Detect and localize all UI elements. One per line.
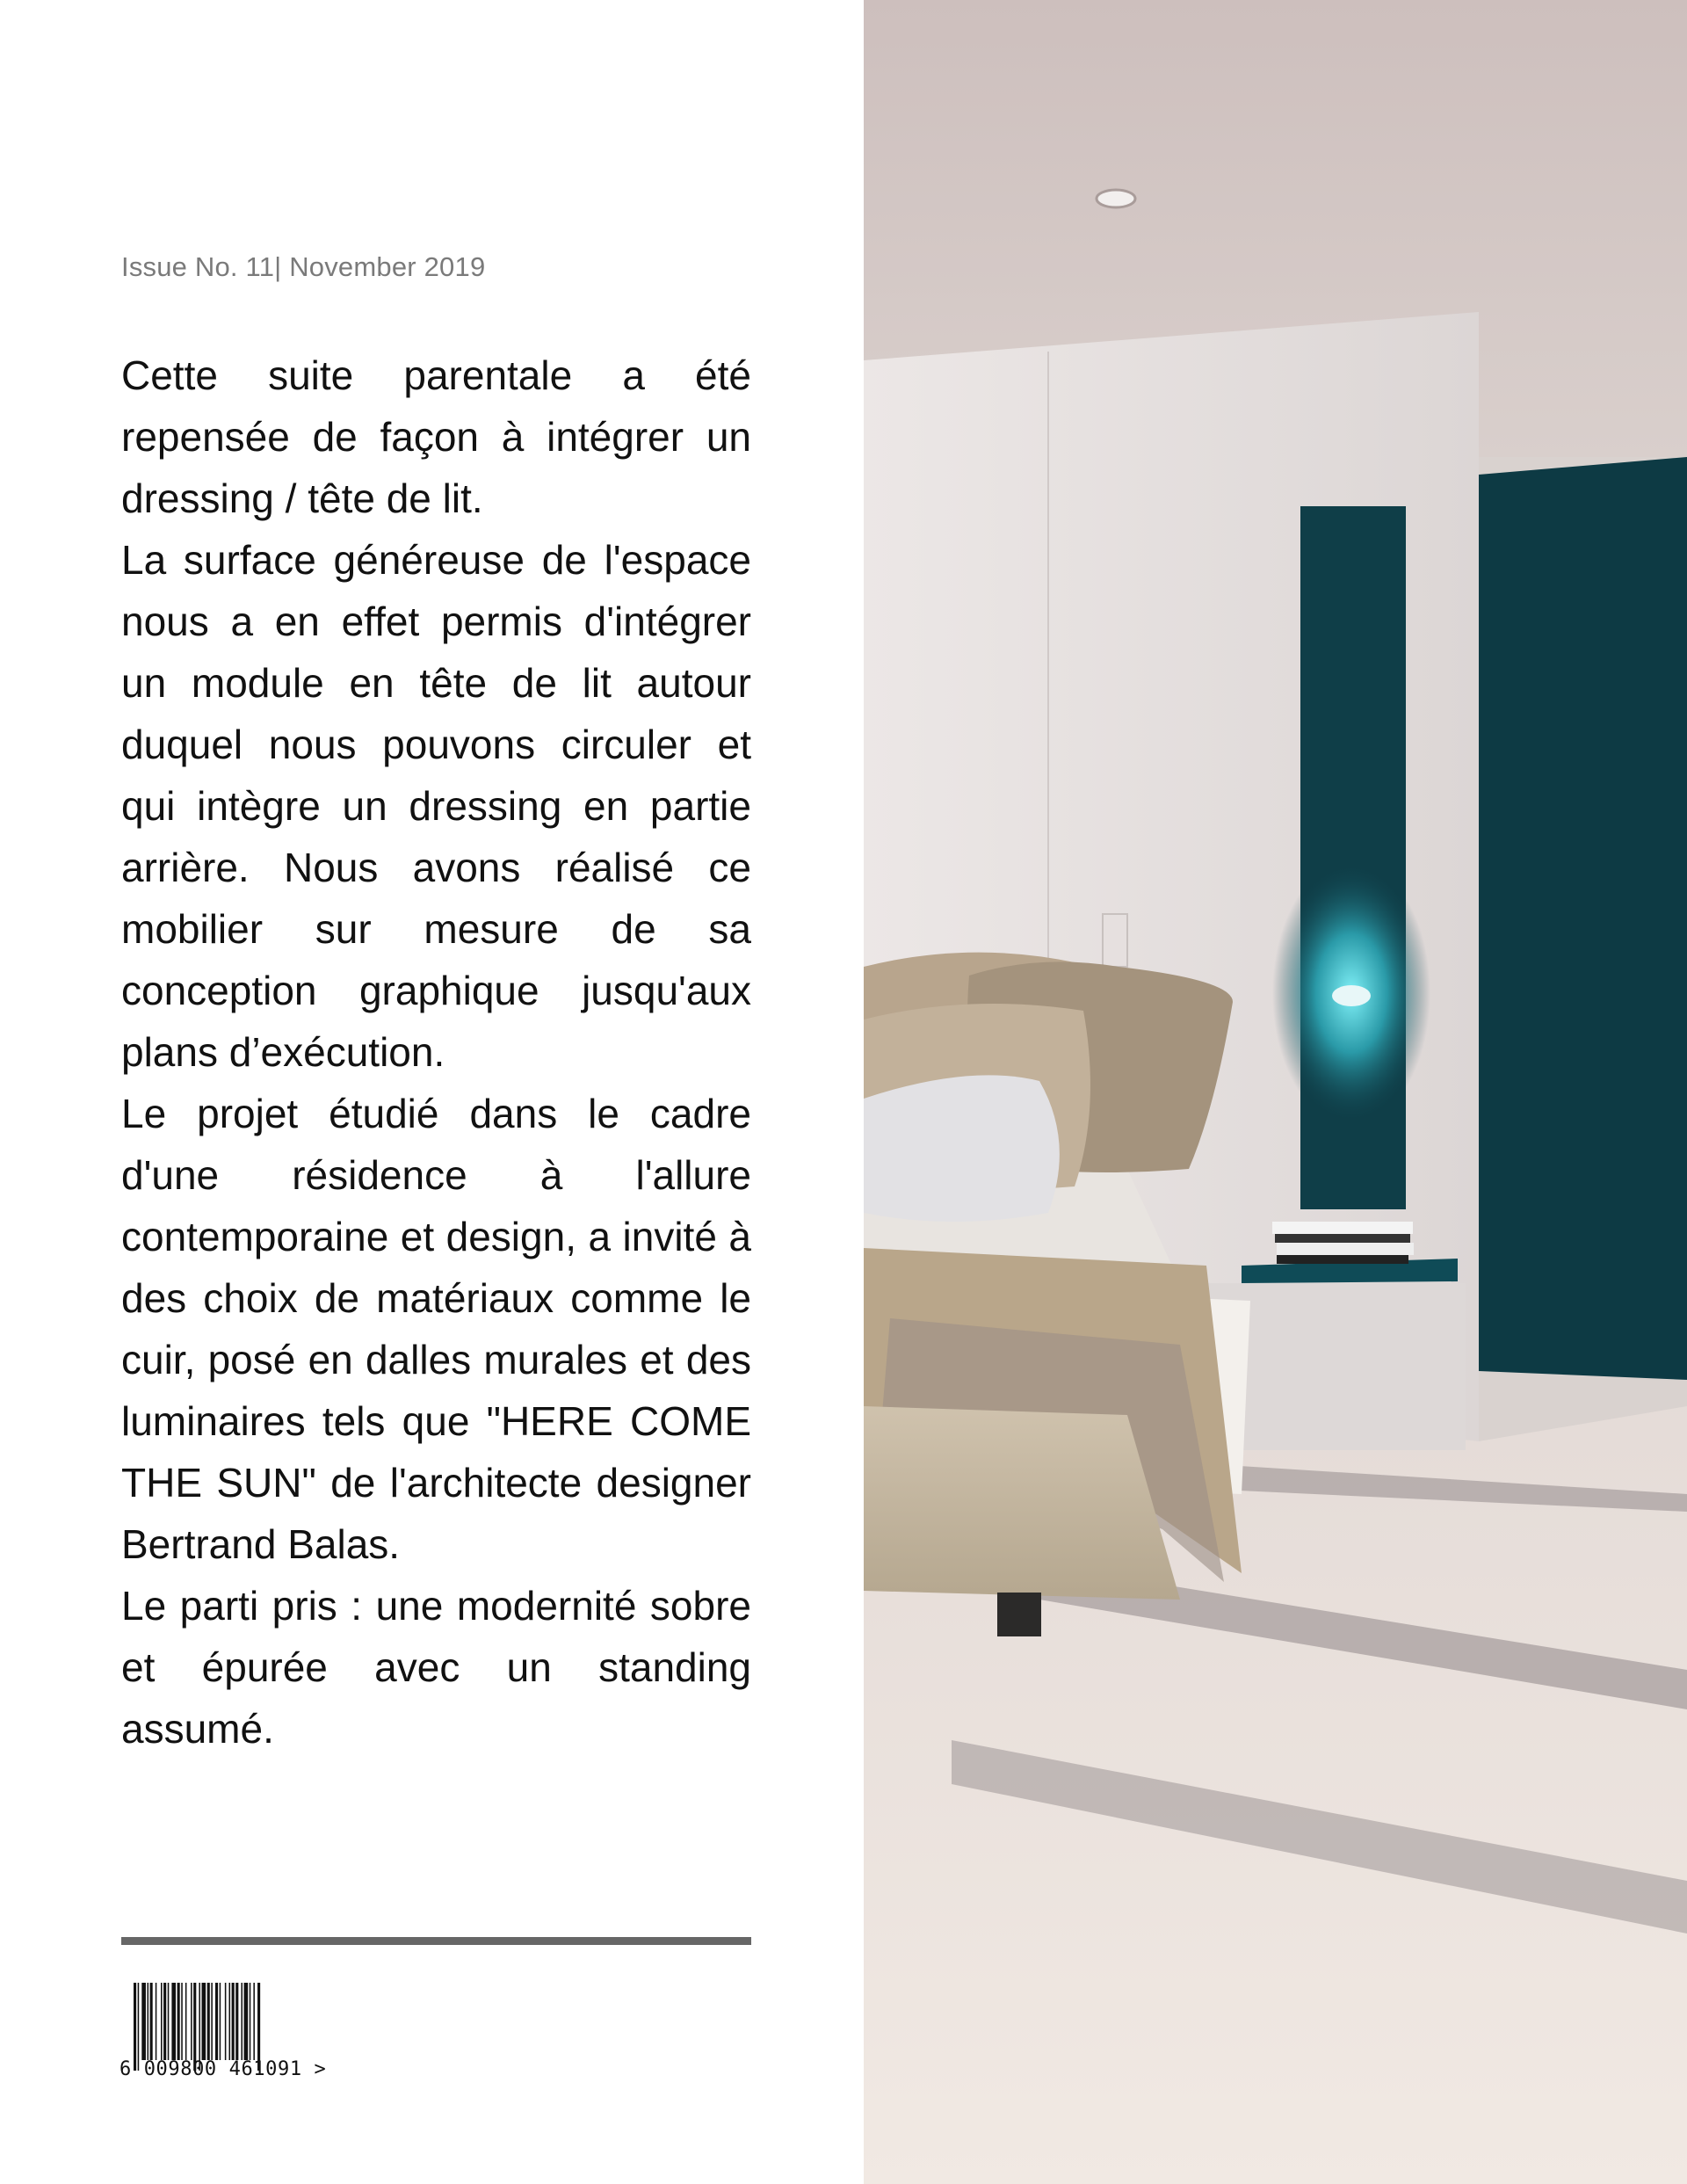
barcode-bar — [150, 1983, 153, 2060]
barcode-bar — [207, 1983, 210, 2060]
article-body — [121, 345, 751, 1760]
barcode-bar — [134, 1983, 136, 2071]
bedroom-photo — [864, 0, 1687, 2184]
barcode-bar — [156, 1983, 157, 2060]
barcode-bar — [253, 1983, 255, 2060]
barcode-bar — [225, 1983, 227, 2060]
barcode-bar — [257, 1983, 260, 2071]
barcode-bar — [202, 1983, 206, 2060]
barcode-bar — [244, 1983, 249, 2060]
issue-line: Issue No. 11| November 2019 — [121, 251, 486, 282]
barcode-digits: 6 009800 461091 > — [119, 2058, 327, 2080]
barcode-bar — [181, 1983, 183, 2060]
barcode-bar — [148, 1983, 149, 2060]
barcode-bar — [250, 1983, 251, 2060]
article-paragraph: La surface généreuse de l'espace nous a en effet permis d'intégrer un module en tête de lit autour duquel nous pouvons circuler et qui intègre un dressing en partie arrière. Nous avons réalisé ce mobilier sur mesure de sa conception graphique jusqu'aux plans d’exécution. — [121, 537, 751, 1075]
bedroom-illustration — [864, 0, 1687, 2184]
barcode-bar — [215, 1983, 218, 2060]
barcode-bar — [232, 1983, 235, 2060]
barcode-bar — [229, 1983, 231, 2060]
barcode-bar — [235, 1983, 238, 2060]
barcode-bar — [138, 1983, 140, 2071]
barcode-bar — [220, 1983, 221, 2060]
barcode-bar — [211, 1983, 213, 2060]
article-paragraph: Le projet étudié dans le cadre d'une résidence à l'allure contemporaine et design, a invité à des choix de matériaux comme le cuir, posé en dalles murales et des luminaires tels que "HERE COME THE SUN" de l'architecte designer Bertrand Balas. — [121, 1091, 751, 1567]
barcode-bar — [168, 1983, 170, 2060]
barcode-bar — [185, 1983, 187, 2060]
barcode-bar — [241, 1983, 243, 2060]
barcode-bar — [171, 1983, 176, 2060]
barcode-bar — [199, 1983, 200, 2071]
article-paragraph: Le parti pris : une modernité sobre et épurée avec un standing assumé. — [121, 1583, 751, 1752]
barcode-bar — [141, 1983, 146, 2060]
barcode-bar — [177, 1983, 180, 2060]
divider-rule — [121, 1937, 751, 1945]
barcode-bar — [193, 1983, 196, 2071]
barcode-bar — [163, 1983, 166, 2060]
article-paragraph: Cette suite parentale a été repensée de façon à intégrer un dressing / tête de lit. — [121, 352, 751, 521]
barcode-bar — [161, 1983, 163, 2060]
barcode-bar — [191, 1983, 192, 2060]
